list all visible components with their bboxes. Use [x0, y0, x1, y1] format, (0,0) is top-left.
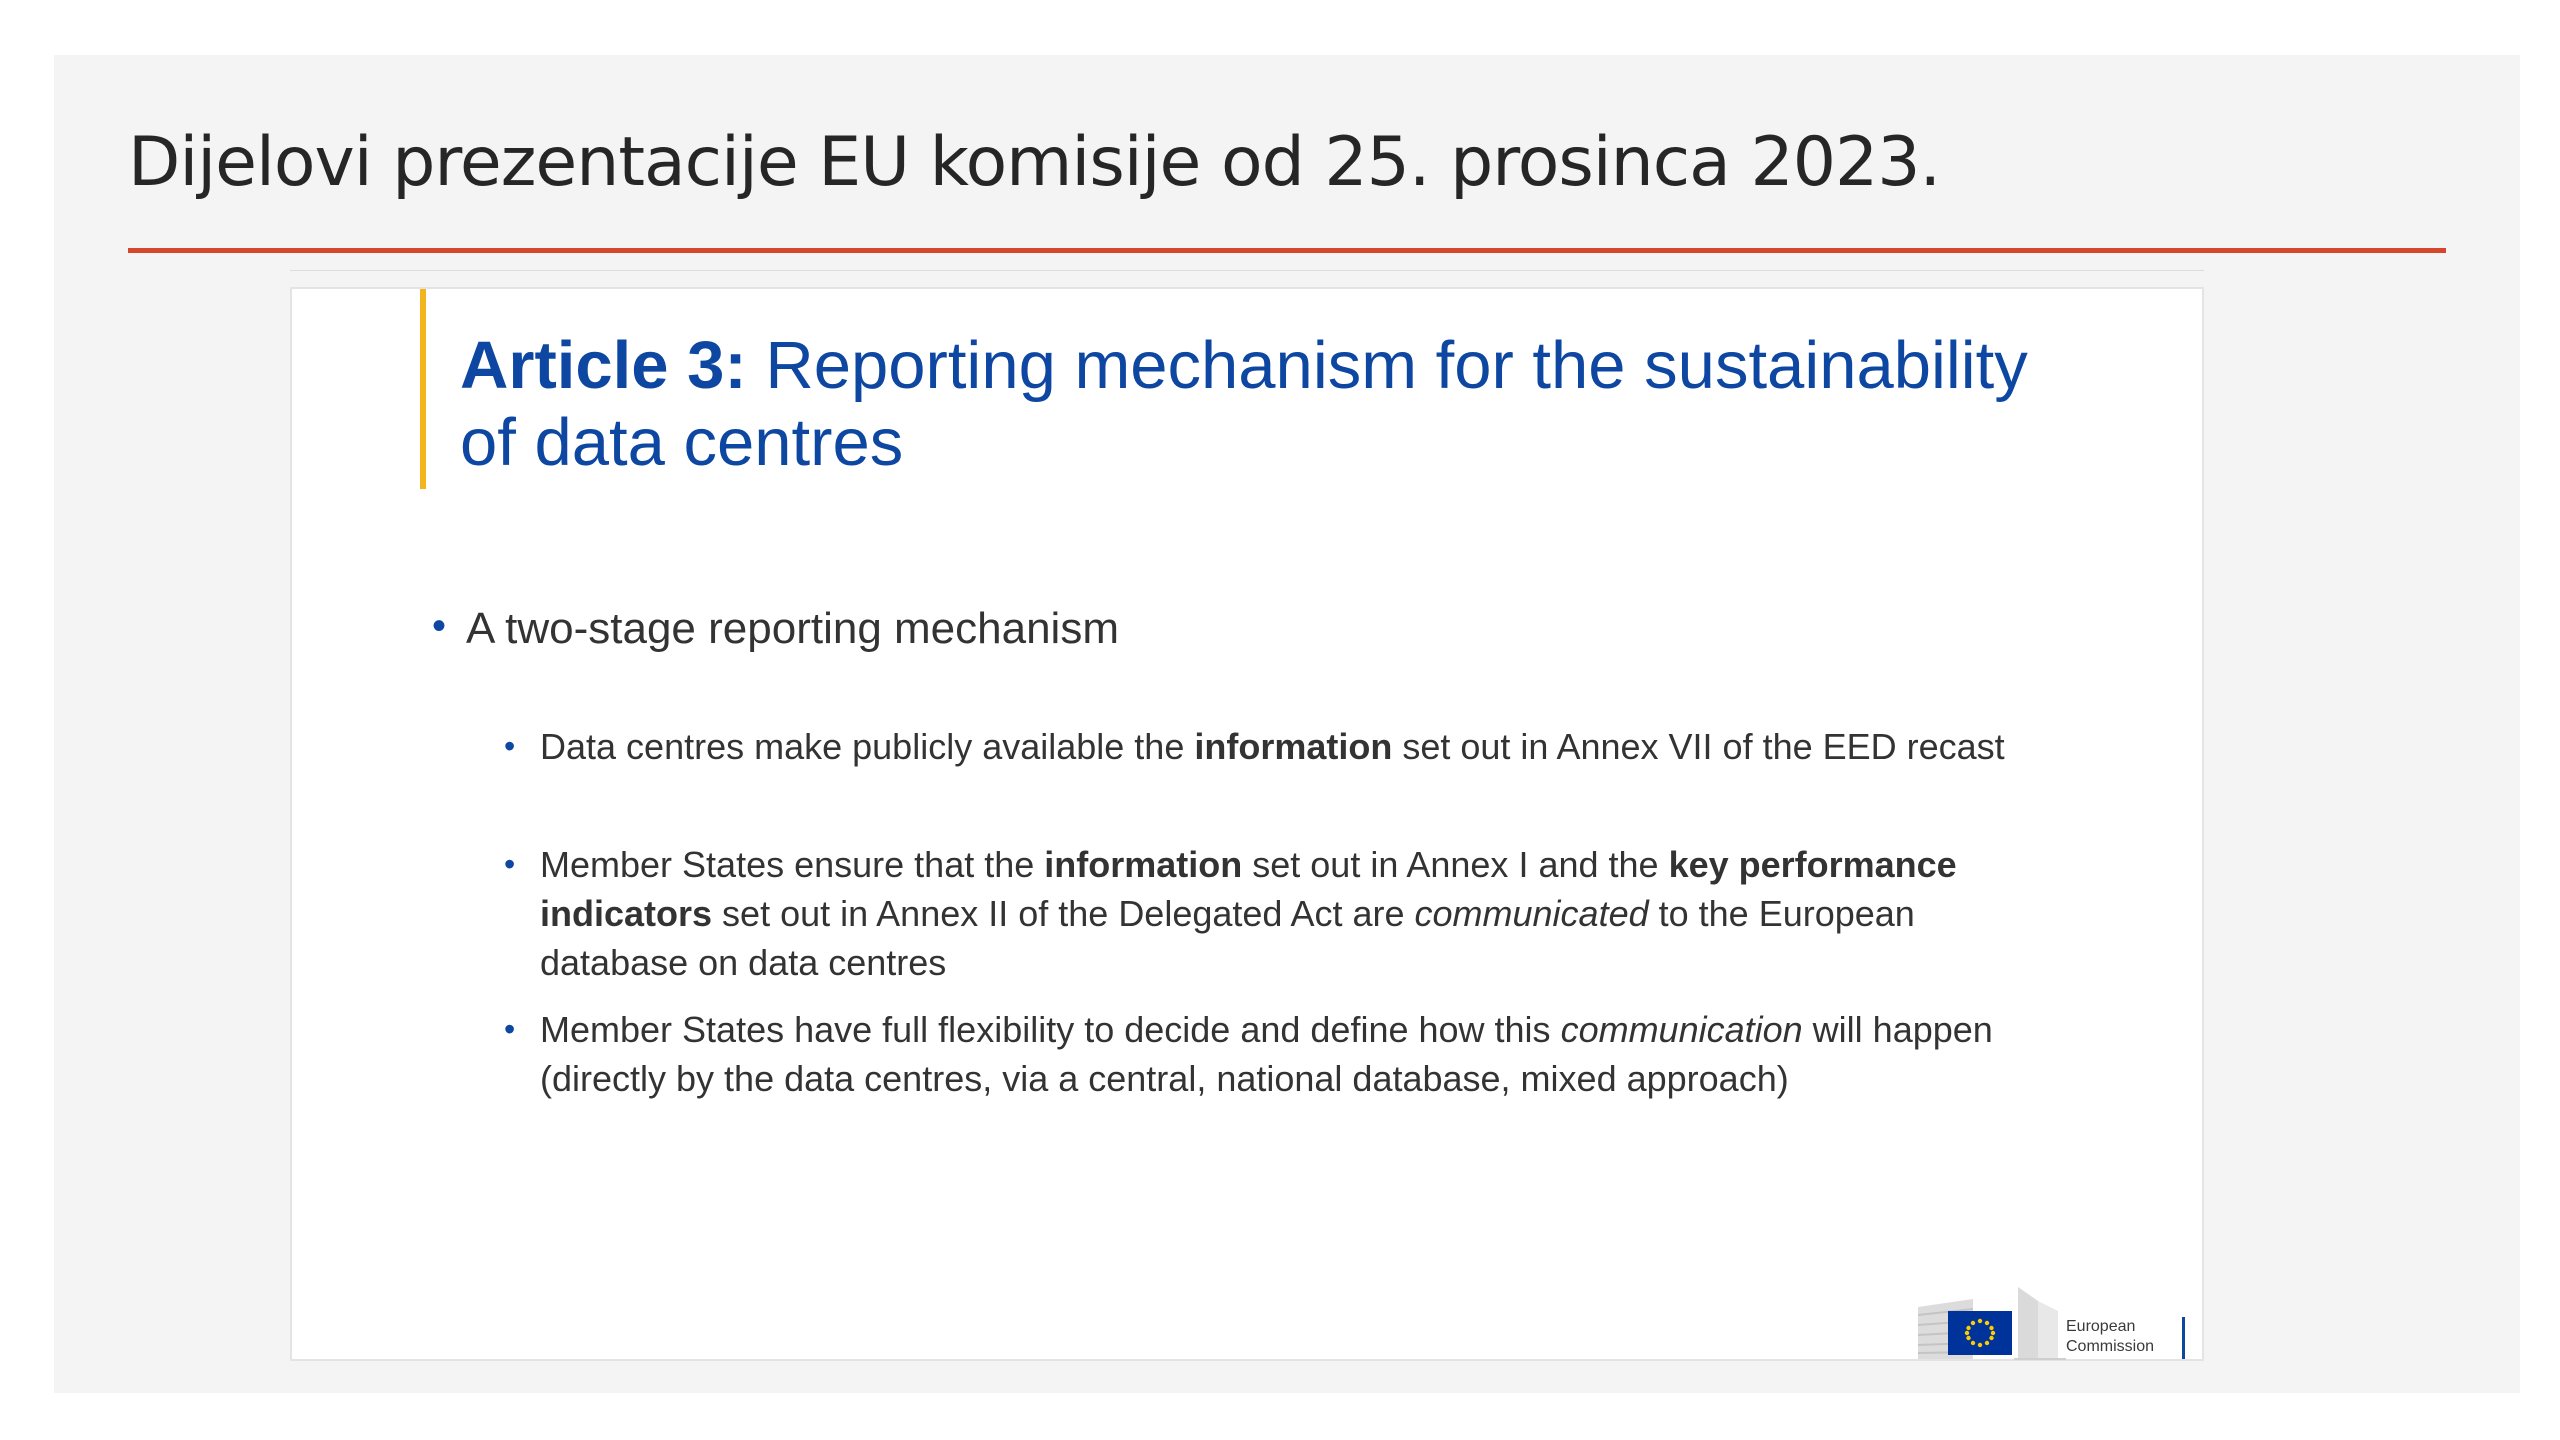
ec-logo-text: European Commission	[2066, 1318, 2155, 1355]
sub-bullet-2-text: Member States ensure that the information set out in Annex I and the key performance indicators set out in Annex II of the Delegated Act are communicated to the European database on data centres	[540, 844, 1957, 983]
presentation-slide	[54, 55, 2520, 1393]
embedded-slide-image	[290, 287, 2204, 1361]
bullet-icon: •	[432, 604, 447, 648]
article-title-rest: Reporting mechanism for the sustainability of data centres	[460, 328, 2028, 480]
main-bullet-text: A two-stage reporting mechanism	[466, 604, 1119, 653]
article-title-bold: Article 3:	[460, 328, 747, 403]
title-underline	[128, 248, 2446, 253]
bullet-icon: •	[504, 728, 516, 764]
sub-bullet-1-text: Data centres make publicly available the information set out in Annex VII of the EED recast	[540, 726, 2005, 767]
bullet-icon: •	[504, 1011, 516, 1047]
slide-title: Dijelovi prezentacije EU komisije od 25. prosinca 2023.	[128, 123, 1941, 202]
sub-bullet-3-text: Member States have full flexibility to decide and define how this communication will happen (directly by the data centres, via a central, national database, mixed approach)	[540, 1009, 1993, 1099]
european-commission-logo	[1918, 1285, 2188, 1365]
embedded-slide-top-edge	[290, 270, 2204, 271]
bullet-icon: •	[504, 846, 516, 882]
article-title	[460, 327, 2060, 481]
title-accent-bar	[420, 289, 426, 489]
